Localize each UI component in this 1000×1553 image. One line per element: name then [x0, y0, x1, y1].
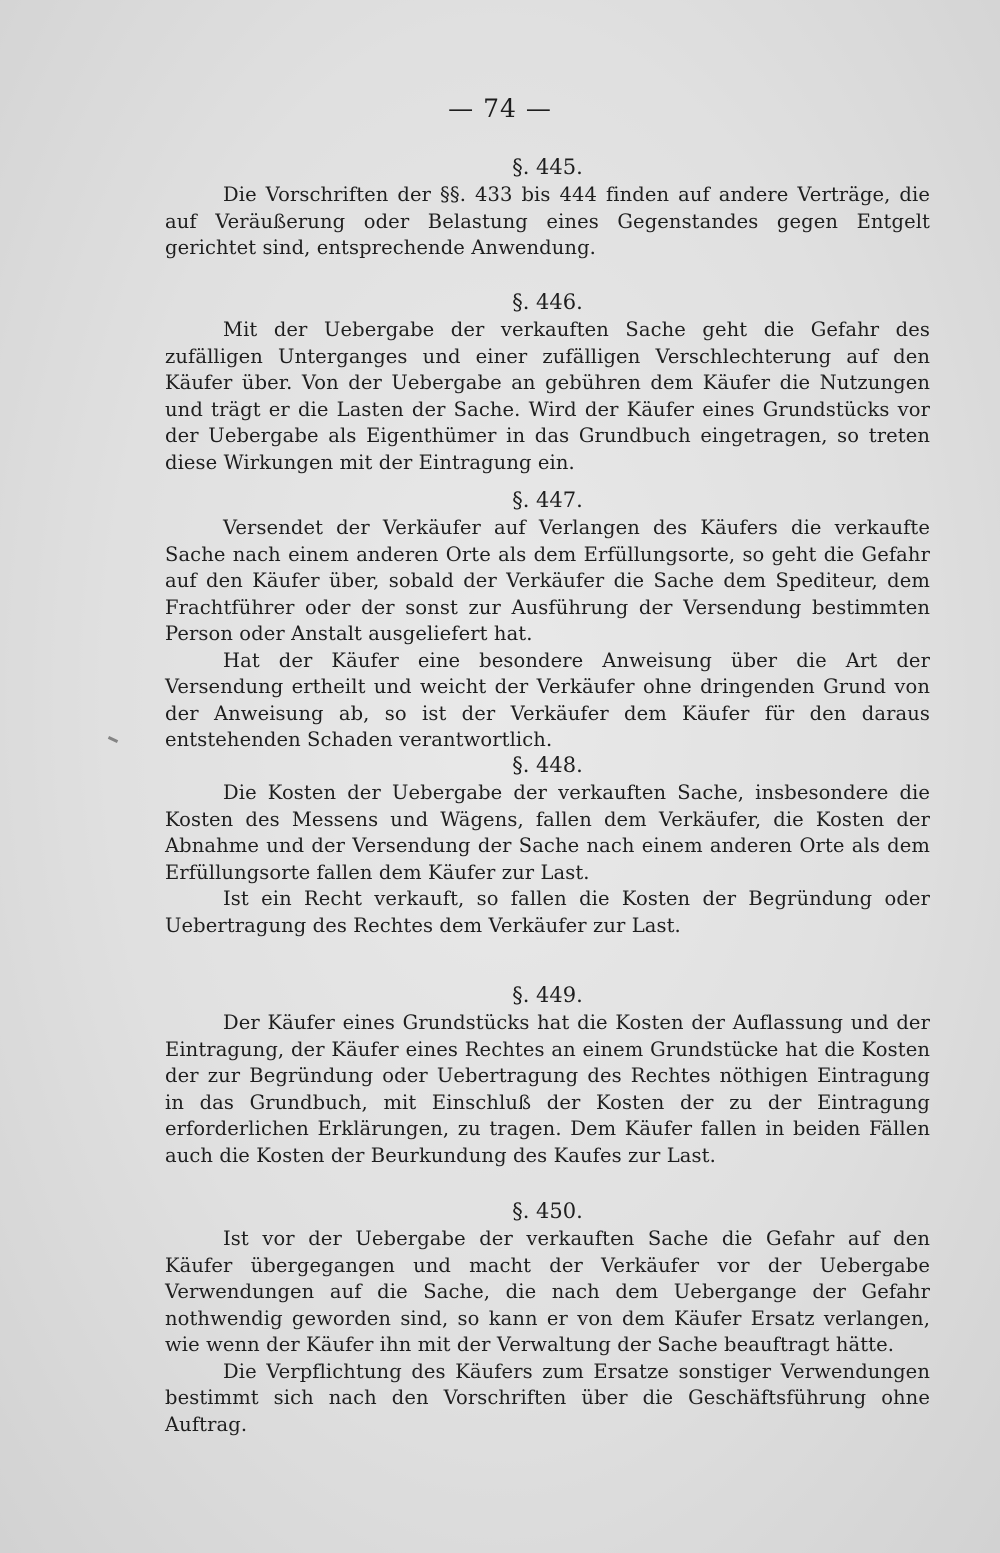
section-heading: §. 446. [512, 290, 583, 314]
section-445 [165, 152, 930, 262]
scratch-mark [108, 736, 118, 743]
paragraph: Mit der Uebergabe der verkauften Sache geht die Gefahr des zufälligen Unterganges und einer zufälligen Verschlechterung auf den Käufer über. Von der Uebergabe an gebühren dem Käufer die Nutzungen und trägt er die Lasten der Sache. Wird der Käufer eines Grundstücks vor der Uebergabe als Eigenthümer in das Grundbuch eingetragen, so treten diese Wirkungen mit der Eintragung ein. [165, 318, 930, 474]
section-446 [165, 287, 930, 476]
section-heading: §. 447. [512, 488, 583, 512]
paragraph: Ist vor der Uebergabe der verkauften Sache die Gefahr auf den Käufer übergegangen und macht der Verkäufer vor der Uebergabe Verwendungen auf die Sache, die nach dem Uebergange der Gefahr nothwendig geworden sind, so kann er von dem Käufer Ersatz verlangen, wie wenn der Käufer ihn mit der Verwaltung der Sache beauftragt hätte. [165, 1227, 930, 1356]
section-449 [165, 980, 930, 1169]
paragraph: Die Verpflichtung des Käufers zum Ersatze sonstiger Verwendungen bestimmt sich nach den Vorschriften über die Geschäftsführung ohne Auftrag. [165, 1359, 930, 1436]
paragraph: Die Vorschriften der §§. 433 bis 444 finden auf andere Verträge, die auf Veräußerung oder Belastung eines Gegenstandes gegen Entgelt gerichtet sind, entsprechende Anwendung. [165, 183, 930, 259]
section-heading: §. 445. [512, 155, 583, 179]
page-number: — 74 — [448, 94, 552, 123]
paragraph: Hat der Käufer eine besondere Anweisung über die Art der Versendung ertheilt und weicht der Verkäufer ohne dringenden Grund von der Anweisung ab, so ist der Verkäufer dem Käufer für den daraus entstehenden Schaden verantwortlich. [165, 648, 930, 751]
section-450 [165, 1196, 930, 1438]
paragraph: Der Käufer eines Grundstücks hat die Kosten der Auflassung und der Eintragung, der Käufer eines Rechtes an einem Grundstücke hat die Kosten der zur Begründung oder Uebertragung des Rechtes nöthigen Eintragung in das Grundbuch, mit Einschluß der Kosten der zu der Eintragung erforderlichen Erklärungen, zu tragen. Dem Käufer fallen in beiden Fällen auch die Kosten der Beurkundung des Kaufes zur Last. [165, 1011, 930, 1167]
section-heading: §. 450. [512, 1199, 583, 1223]
paragraph: Versendet der Verkäufer auf Verlangen des Käufers die verkaufte Sache nach einem anderen Orte als dem Erfüllungsorte, so geht die Gefahr auf den Käufer über, sobald der Verkäufer die Sache dem Spediteur, dem Frachtführer oder der sonst zur Ausführung der Versendung bestimmten Person oder Anstalt ausgeliefert hat. [165, 516, 930, 645]
section-heading: §. 449. [512, 983, 583, 1007]
section-heading: §. 448. [512, 753, 583, 777]
section-447 [165, 485, 930, 754]
paragraph: Ist ein Recht verkauft, so fallen die Kosten der Begründung oder Uebertragung des Rechtes dem Verkäufer zur Last. [165, 887, 930, 937]
paragraph: Die Kosten der Uebergabe der verkauften Sache, insbesondere die Kosten des Messens und Wägens, fallen dem Verkäufer, die Kosten der Abnahme und der Versendung der Sache nach einem anderen Orte als dem Erfüllungsorte fallen dem Käufer zur Last. [165, 781, 930, 884]
section-448 [165, 750, 930, 939]
